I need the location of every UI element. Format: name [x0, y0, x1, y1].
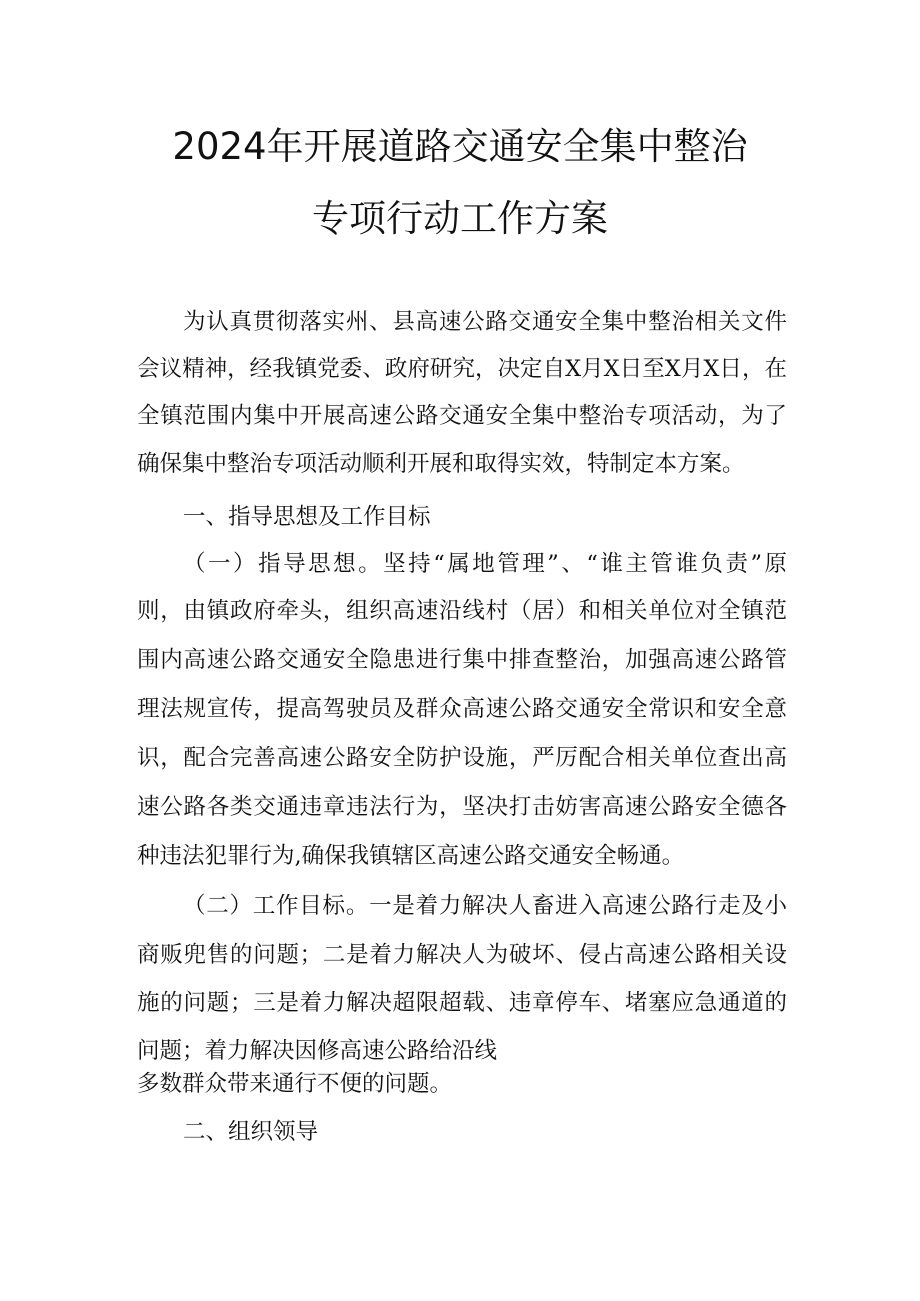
- intro-line-1: 为认真贯彻落实州、县高速公路交通安全集中整治相关文件: [183, 309, 787, 335]
- sub2-line-1: （二）工作目标。一是着力解决人畜进入高速公路行走及小: [183, 893, 787, 919]
- sub1-line-5: 识，配合完善高速公路安全防护设施，严厉配合相关单位查出高: [137, 745, 787, 771]
- intro-line-2: 会议精神，经我镇党委、政府研究，决定自X月X日至X月X日，在: [137, 356, 787, 382]
- document-title-line-1: 2024年开展道路交通安全集中整治: [172, 125, 748, 168]
- sub1-line-3: 围内高速公路交通安全隐患进行集中排查整治，加强高速公路管: [137, 647, 787, 673]
- sub2-line-4: 问题；着力解决因修高速公路给沿线: [137, 1038, 498, 1064]
- sub1-line-2: 则，由镇政府牵头，组织高速沿线村（居）和相关单位对全镇范: [137, 598, 787, 624]
- sub1-line-1: （一）指导思想。坚持“属地管理”、“谁主管谁负责”原: [183, 551, 787, 577]
- document-title-line-2: 专项行动工作方案: [312, 197, 608, 240]
- intro-line-4: 确保集中整治专项活动顺利开展和取得实效，特制定本方案。: [137, 451, 745, 477]
- sub1-line-4: 理法规宣传，提高驾驶员及群众高速公路交通安全常识和安全意: [137, 696, 787, 722]
- intro-line-3: 全镇范围内集中开展高速公路交通安全集中整治专项活动，为了: [137, 403, 787, 429]
- sub2-line-5: 多数群众带来通行不便的问题。: [137, 1071, 453, 1097]
- sub2-line-2: 商贩兜售的问题；二是着力解决人为破坏、侵占高速公路相关设: [137, 942, 787, 968]
- sub1-line-6: 速公路各类交通违章违法行为，坚决打击妨害高速公路安全德各: [137, 794, 787, 820]
- section-1-heading: 一、指导思想及工作目标: [183, 504, 431, 530]
- sub1-line-7: 种违法犯罪行为,确保我镇辖区高速公路交通安全畅通。: [137, 843, 685, 869]
- sub2-line-3: 施的问题；三是着力解决超限超载、违章停车、堵塞应急通道的: [137, 990, 787, 1016]
- section-2-heading: 二、组织领导: [183, 1119, 319, 1145]
